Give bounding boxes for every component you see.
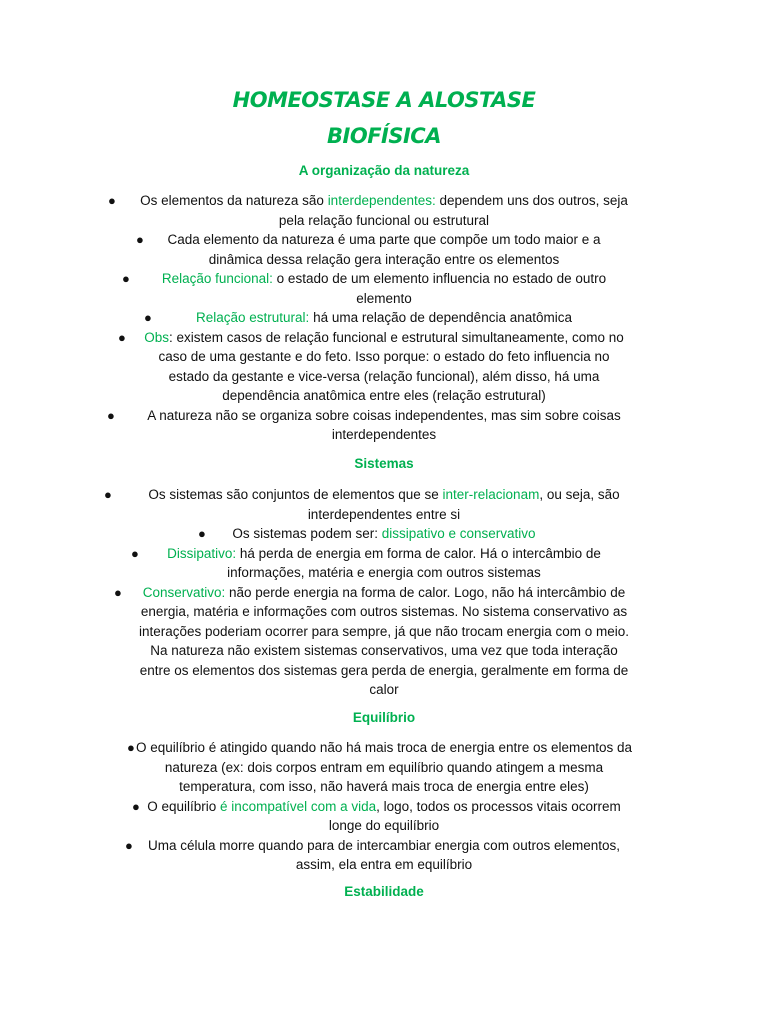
section-sistemas	[0, 485, 768, 700]
list-item: ● O equilíbrio é atingido quando não há mais troca de energia entre os elementos da natureza (ex: dois corpos entram em equilíbrio quando atingem a mesma temperatura, com isso, não haverá mais troca de energia entre eles)	[127, 740, 633, 794]
list-item: ● Os sistemas são conjuntos de elementos que se inter-relacionam, ou seja, são interdependentes entre si	[104, 487, 620, 522]
list-item: ● O equilíbrio é incompatível com a vida, logo, todos os processos vitais ocorrem longe do equilíbrio	[132, 798, 621, 833]
bullet-icon: ●	[118, 329, 126, 345]
list-item: ● Os elementos da natureza são interdependentes: dependem uns dos outros, seja pela relação funcional ou estrutural	[108, 193, 628, 228]
list-item: ● Relação estrutural: há uma relação de dependência anatômica	[174, 308, 594, 328]
list-item: ● Obs: existem casos de relação funcional e estrutural simultaneamente, como no caso de uma gestante e do feto. Isso porque: o estado do feto influencia no estado da gestante e vice-versa (relação funcional), além disso, há uma dependência anatômica entre eles (relação estrutural)	[118, 329, 624, 403]
highlight-text: Conservativo:	[142, 584, 226, 600]
highlight-text: Relação funcional:	[161, 271, 273, 286]
list-item: ● Conservativo: não perde energia na forma de calor. Logo, não há intercâmbio de energia, matéria e informações com outros sistemas. No sistema conservativo as interações poderiam ocorrer para sempre, já que não trocam energia com o meio. Na natureza não existem sistemas conservativos, uma vez que toda interação entre os elementos dos sistemas gera perda de energia, geralmente em forma de calor	[114, 584, 629, 697]
bullet-icon: ●	[125, 837, 133, 853]
bullet-icon: ●	[104, 487, 112, 502]
highlight-text: dissipativo e conservativo	[381, 526, 536, 541]
bullet-icon: ●	[144, 310, 152, 325]
bullet-icon: ●	[127, 740, 135, 755]
section-heading-sistemas: Sistemas	[354, 456, 414, 471]
document-title: HOMEOSTASE A ALOSTASE	[232, 88, 536, 112]
highlight-text: Obs	[144, 329, 169, 345]
highlight-text: Dissipativo:	[167, 545, 237, 561]
section-organizacao	[0, 191, 768, 445]
section-heading-organizacao: A organização da natureza	[298, 163, 470, 178]
section-heading-equilibrio: Equilíbrio	[352, 710, 416, 725]
highlight-text: inter-relacionam	[442, 487, 540, 502]
bullet-icon: ●	[198, 526, 206, 541]
highlight-text: é incompatível com a vida	[220, 798, 377, 814]
bullet-icon: ●	[131, 545, 139, 561]
highlight-text: Relação estrutural:	[196, 310, 310, 325]
section-equilibrio	[0, 738, 768, 875]
bullet-icon: ●	[132, 798, 140, 814]
list-item: ● Dissipativo: há perda de energia em forma de calor. Há o intercâmbio de informações, matéria e energia com outros sistemas	[131, 545, 601, 580]
list-item: ● Relação funcional: o estado de um elemento influencia no estado de outro elemento	[122, 271, 607, 306]
document-subtitle: BIOFÍSICA	[327, 124, 441, 148]
highlight-text: interdependentes:	[327, 193, 436, 208]
list-item: ● Os sistemas podem ser: dissipativo e conservativo	[224, 524, 544, 544]
section-heading-estabilidade: Estabilidade	[344, 884, 424, 899]
bullet-icon: ●	[114, 584, 122, 600]
list-item: ● Uma célula morre quando para de intercambiar energia com outros elementos, assim, ela entra em equilíbrio	[125, 837, 620, 872]
bullet-icon: ●	[108, 193, 116, 208]
bullet-icon: ●	[107, 407, 115, 423]
bullet-icon: ●	[136, 232, 144, 247]
bullet-icon: ●	[122, 271, 130, 286]
list-item: ● A natureza não se organiza sobre coisas independentes, mas sim sobre coisas interdependentes	[107, 407, 621, 442]
list-item: ● Cada elemento da natureza é uma parte que compõe um todo maior e a dinâmica dessa relação gera interação entre os elementos	[136, 232, 601, 267]
